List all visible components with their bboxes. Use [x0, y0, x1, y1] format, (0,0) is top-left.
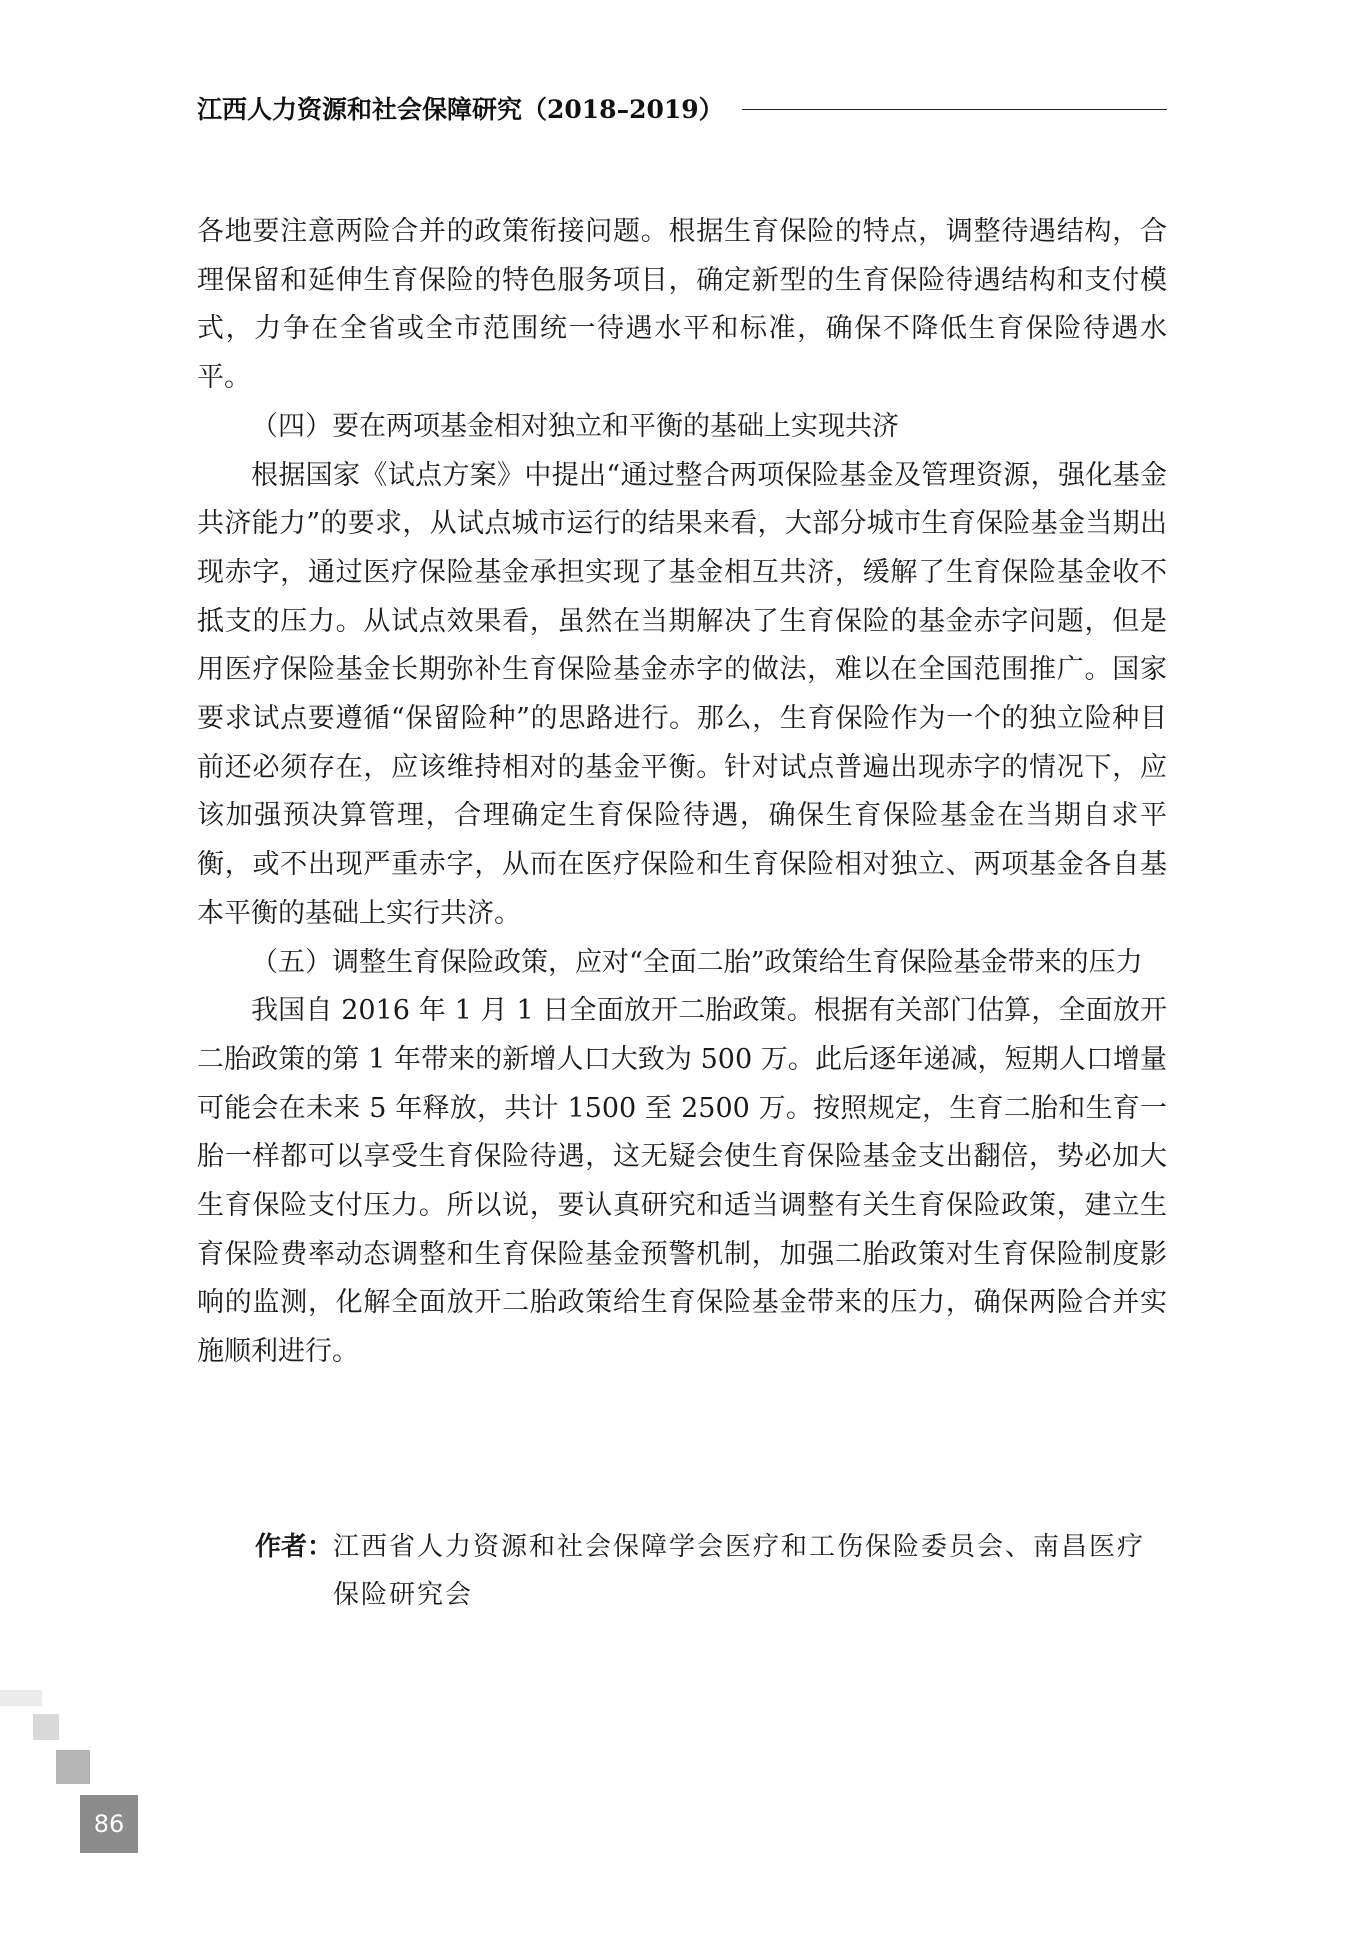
- section-heading-4: （四）要在两项基金相对独立和平衡的基础上实现共济: [251, 410, 899, 442]
- page-number: 86: [80, 1795, 138, 1853]
- paragraph: 我国自 2016 年 1 月 1 日全面放开二胎政策。根据有关部门估算，全面放开二胎政策的第 1 年带来的新增人口大致为 500 万。此后逐年递减，短期人口增量可能会在未来 5 年释放，共计 1500 至 2500 万。按照规定，生育二胎和生育一胎一样都可以享受生育保险待遇，这无疑会使生育保险基金支出翻倍，势必加大生育保险支付压力。所以说，要认真研究和适当调整有关生育保险政策，建立生育保险费率动态调整和生育保险基金预警机制，加强二胎政策对生育保险制度影响的监测，化解全面放开二胎政策给生育保险基金带来的压力，确保两险合并实施顺利进行。: [197, 995, 1167, 1368]
- author-note: [255, 1523, 1170, 1619]
- running-header: [197, 88, 1167, 128]
- header-rule: [742, 109, 1167, 110]
- decorative-square: [0, 1690, 42, 1706]
- paragraph: 根据国家《试点方案》中提出“通过整合两项保险基金及管理资源，强化基金共济能力”的要求，从试点城市运行的结果来看，大部分城市生育保险基金当期出现赤字，通过医疗保险基金承担实现了基金相互共济，缓解了生育保险基金收不抵支的压力。从试点效果看，虽然在当期解决了生育保险的基金赤字问题，但是用医疗保险基金长期弥补生育保险基金赤字的做法，难以在全国范围推广。国家要求试点要遵循“保留险种”的思路进行。那么，生育保险作为一个的独立险种目前还必须存在，应该维持相对的基金平衡。针对试点普遍出现赤字的情况下，应该加强预决算管理，合理确定生育保险待遇，确保生育保险基金在当期自求平衡，或不出现严重赤字，从而在医疗保险和生育保险相对独立、两项基金各自基本平衡的基础上实行共济。: [197, 459, 1167, 929]
- decorative-square: [56, 1750, 90, 1784]
- section-heading-5: （五）调整生育保险政策，应对“全面二胎”政策给生育保险基金带来的压力: [251, 946, 1143, 978]
- author-affiliation: 江西省人力资源和社会保障学会医疗和工伤保险委员会、南昌医疗保险研究会: [333, 1532, 1146, 1610]
- author-label: 作者：: [255, 1532, 334, 1562]
- paragraph-continuation: 各地要注意两险合并的政策衔接问题。根据生育保险的特点，调整待遇结构，合理保留和延伸生育保险的特色服务项目，确定新型的生育保险待遇结构和支付模式，力争在全省或全市范围统一待遇水平和标准，确保不降低生育保险待遇水平。: [197, 216, 1167, 394]
- body-text: [197, 208, 1167, 1377]
- running-header-title: 江西人力资源和社会保障研究（2018–2019）: [197, 95, 724, 124]
- decorative-square: [33, 1714, 59, 1740]
